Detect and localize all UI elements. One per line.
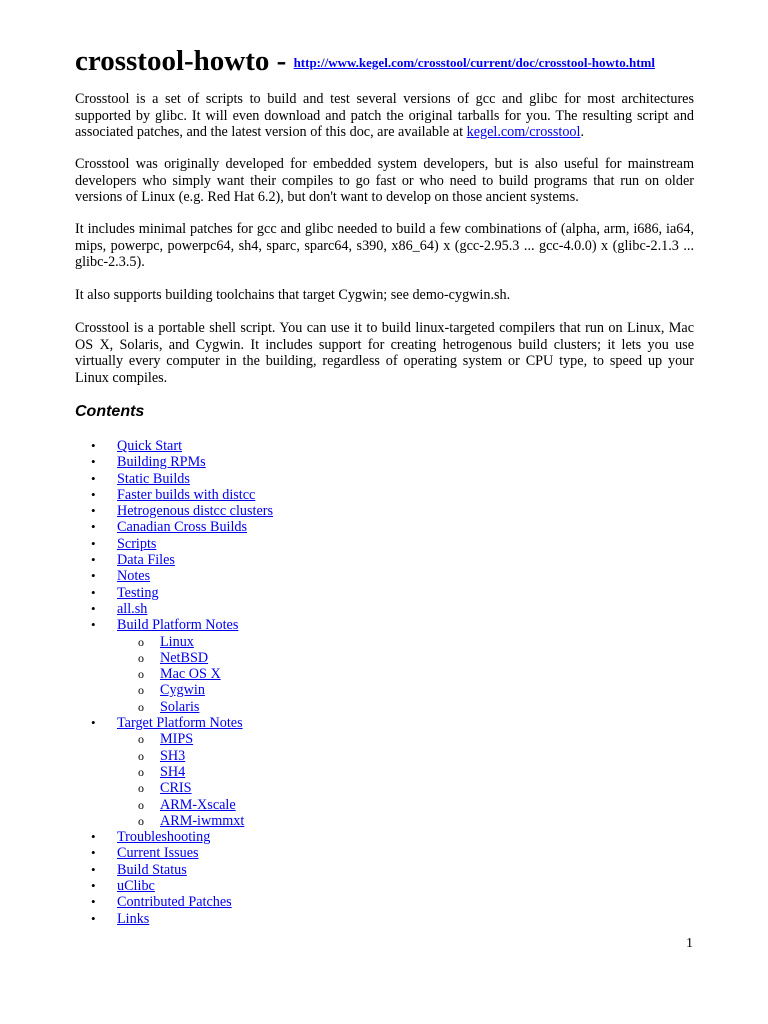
circle-bullet-icon: o: [138, 699, 144, 714]
contents-link[interactable]: ARM-Xscale: [160, 796, 236, 813]
bullet-icon: •: [91, 845, 96, 861]
circle-bullet-icon: o: [138, 797, 144, 812]
circle-bullet-icon: o: [138, 683, 144, 698]
circle-bullet-icon: o: [138, 667, 144, 682]
kegel-crosstool-link[interactable]: kegel.com/crosstool: [466, 124, 581, 140]
contents-link[interactable]: Building RPMs: [117, 454, 206, 471]
contents-subitem: [75, 650, 273, 666]
contents-subitem: [75, 699, 273, 715]
contents-link[interactable]: Notes: [117, 568, 151, 585]
intro-paragraph-1: [75, 91, 694, 141]
contents-link[interactable]: uClibc: [117, 878, 155, 895]
contents-link[interactable]: Mac OS X: [160, 666, 221, 683]
contents-link[interactable]: SH4: [160, 763, 186, 780]
bullet-icon: •: [91, 829, 96, 845]
bullet-icon: •: [91, 600, 96, 616]
contents-link[interactable]: Links: [117, 910, 150, 927]
intro-paragraph-4: It also supports building toolchains that target Cygwin; see demo-cygwin.sh.: [75, 287, 511, 303]
contents-item: [75, 829, 273, 845]
contents-link[interactable]: Static Builds: [117, 470, 190, 487]
contents-item: [75, 601, 273, 617]
circle-bullet-icon: o: [138, 781, 144, 796]
contents-subitem: [75, 813, 273, 829]
page-title: [75, 44, 655, 80]
contents-item: [75, 585, 273, 601]
contents-subitem: [75, 634, 273, 650]
intro-paragraph-5: Crosstool is a portable shell script. You can use it to build linux-targeted compilers that run on Linux, Mac OS X, Solaris, and Cygwin. It includes support for creating hetrogenous build clusters; it lets you use virtually every computer in the building, regardless of operating system or CPU type, to speed up your Linux compiles.: [75, 320, 694, 386]
contents-heading: Contents: [75, 403, 145, 420]
contents-link[interactable]: ARM-iwmmxt: [160, 812, 245, 829]
contents-link[interactable]: Current Issues: [117, 845, 199, 862]
contents-link[interactable]: Testing: [117, 584, 159, 601]
contents-subitem: [75, 666, 273, 682]
contents-subitem: [75, 764, 273, 780]
bullet-icon: •: [91, 503, 96, 519]
contents-link[interactable]: Data Files: [117, 552, 175, 569]
bullet-icon: •: [91, 535, 96, 551]
contents-link[interactable]: Build Status: [117, 861, 187, 878]
bullet-icon: •: [91, 486, 96, 502]
contents-subitem: [75, 748, 273, 764]
bullet-icon: •: [91, 617, 96, 633]
bullet-icon: •: [91, 568, 96, 584]
contents-link[interactable]: Target Platform Notes: [117, 715, 243, 732]
contents-link[interactable]: Hetrogenous distcc clusters: [117, 503, 274, 520]
contents-link[interactable]: SH3: [160, 747, 186, 764]
title-text: crosstool-howto -: [75, 45, 294, 77]
contents-item: [75, 519, 273, 535]
contents-item: [75, 454, 273, 470]
contents-subitem: [75, 731, 273, 747]
intro-paragraph-1-text: Crosstool is a set of scripts to build and test several versions of gcc and glibc for most architectures supported by glibc. It will even download and patch the original tarballs for you. The resulting script and associated patches, and the latest version of this doc, are available at: [75, 91, 694, 140]
contents-item: [75, 503, 273, 519]
contents-link[interactable]: Quick Start: [117, 438, 183, 454]
contents-link[interactable]: Troubleshooting: [117, 829, 211, 846]
bullet-icon: •: [91, 715, 96, 731]
bullet-icon: •: [91, 910, 96, 926]
circle-bullet-icon: o: [138, 813, 144, 828]
contents-item: [75, 471, 273, 487]
contents-subitem: [75, 797, 273, 813]
contents-link[interactable]: CRIS: [160, 780, 192, 797]
contents-item: [75, 894, 273, 910]
contents-item: [75, 845, 273, 861]
bullet-icon: •: [91, 861, 96, 877]
contents-subitem: [75, 682, 273, 698]
circle-bullet-icon: o: [138, 732, 144, 747]
circle-bullet-icon: o: [138, 748, 144, 763]
contents-item: [75, 617, 273, 633]
contents-link[interactable]: Cygwin: [160, 682, 205, 699]
contents-item: [75, 911, 273, 927]
bullet-icon: •: [91, 584, 96, 600]
bullet-icon: •: [91, 878, 96, 894]
contents-link[interactable]: Linux: [160, 633, 194, 650]
bullet-icon: •: [91, 454, 96, 470]
contents-item: [75, 438, 273, 454]
contents-item: [75, 487, 273, 503]
contents-item: [75, 536, 273, 552]
bullet-icon: •: [91, 894, 96, 910]
contents-link[interactable]: MIPS: [160, 731, 194, 748]
contents-item: [75, 715, 273, 731]
contents-subitem: [75, 780, 273, 796]
contents-link[interactable]: NetBSD: [160, 649, 209, 666]
intro-paragraph-1-end: .: [580, 124, 585, 140]
bullet-icon: •: [91, 519, 96, 535]
contents-item: [75, 878, 273, 894]
contents-item: [75, 552, 273, 568]
intro-paragraph-2: Crosstool was originally developed for embedded system developers, but is also useful for mainstream developers who simply want their compiles to go fast or who need to build programs that run on older versions of Linux (e.g. Red Hat 6.2), but don't want to develop on those ancient systems.: [75, 156, 694, 205]
circle-bullet-icon: o: [138, 650, 144, 665]
contents-link[interactable]: Contributed Patches: [117, 894, 232, 911]
contents-link[interactable]: Scripts: [117, 535, 157, 552]
contents-link[interactable]: Canadian Cross Builds: [117, 519, 248, 536]
contents-link[interactable]: Faster builds with distcc: [117, 486, 256, 503]
contents-list: [75, 438, 273, 927]
contents-link[interactable]: Solaris: [160, 698, 200, 715]
circle-bullet-icon: o: [138, 634, 144, 649]
title-url-link[interactable]: http://www.kegel.com/crosstool/current/doc/crosstool-howto.html: [293, 55, 655, 70]
bullet-icon: •: [91, 470, 96, 486]
contents-link[interactable]: all.sh: [117, 600, 148, 617]
intro-paragraph-3: It includes minimal patches for gcc and glibc needed to build a few combinations of (alpha, arm, i686, ia64, mips, powerpc, powerpc64, sh4, sparc, sparc64, s390, x86_64) x (gcc-2.95.3 ... gcc-4.0.0) x (glibc-2.1.3 ... glibc-2.3.5).: [75, 221, 694, 270]
bullet-icon: •: [91, 552, 96, 568]
circle-bullet-icon: o: [138, 764, 144, 779]
page-number: 1: [686, 936, 693, 951]
contents-link[interactable]: Build Platform Notes: [117, 617, 239, 634]
contents-item: [75, 862, 273, 878]
contents-item: [75, 568, 273, 584]
bullet-icon: •: [91, 438, 96, 453]
